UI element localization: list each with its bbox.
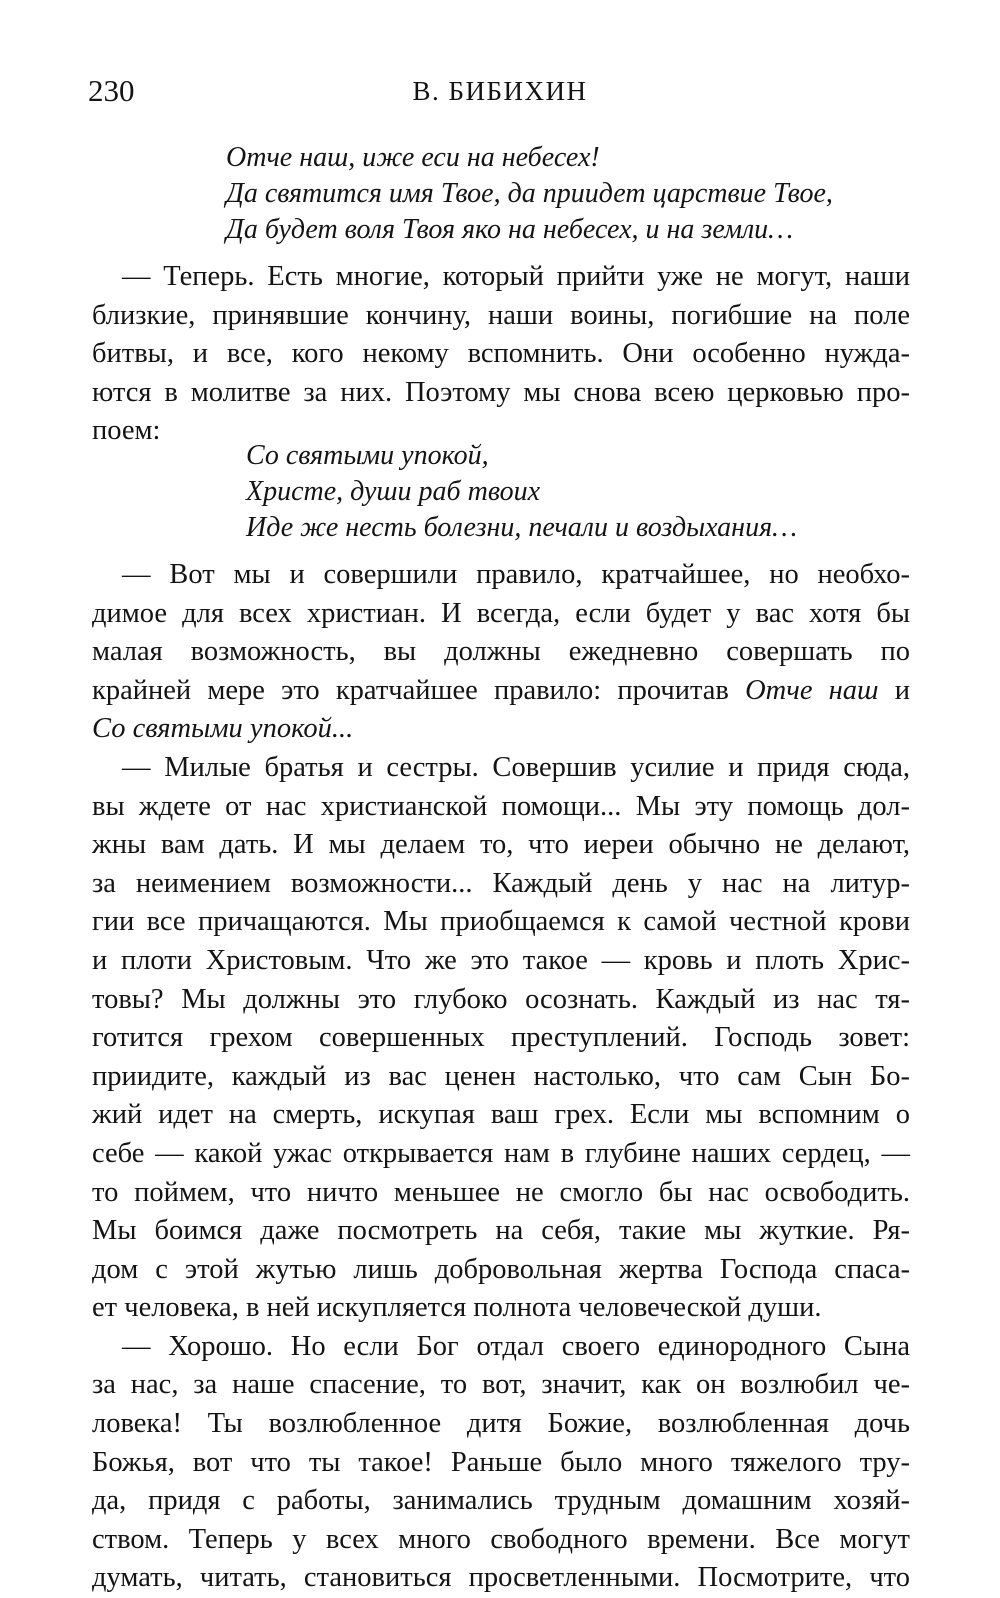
text-line: — Теперь. Есть многие, который прийти уже не могут, наши xyxy=(122,261,910,292)
text-line xyxy=(92,672,910,711)
running-title: В. БИБИХИН xyxy=(412,76,588,106)
text-line: ет человека, в ней искупляется полнота человеческой души. xyxy=(92,1292,822,1324)
text-run: и xyxy=(878,674,910,706)
text-line: жий идет на смерть, искупая ваш грех. Если мы вспомним о xyxy=(92,1099,910,1131)
text-line: вы ждете от нас христианской помощи... Мы эту помощь дол- xyxy=(92,790,910,822)
body-text xyxy=(92,556,910,1598)
text-line: — Милые братья и сестры. Совершив усилие и придя сюда, xyxy=(122,751,910,783)
text-line: битвы, и все, кого некому вспомнить. Они особенно нужда- xyxy=(92,338,910,370)
text-line: готится грехом совершенных преступлений. Господь зовет: xyxy=(92,1022,910,1054)
text-line: — Вот мы и совершили правило, кратчайшее, но необхо- xyxy=(122,559,910,590)
text-line: да, придя с работы, занимались трудным домашним хозяй- xyxy=(92,1485,910,1517)
text-line: приидите, каждый из вас ценен настолько, что сам Сын Бо- xyxy=(92,1060,910,1092)
text-line: то поймем, что ничто меньшее не смогло бы нас освободить. xyxy=(92,1176,910,1208)
text-line: за неимением возможности... Каждый день у нас на литур- xyxy=(92,867,910,899)
prayer-verse-with-the-saints xyxy=(246,438,797,546)
text-line: димое для всех христиан. И всегда, если будет у вас хотя бы xyxy=(92,597,910,629)
text-line: поем: xyxy=(92,415,161,447)
text-line: ловека! Ты возлюбленное дитя Божие, возлюбленная дочь xyxy=(92,1408,910,1440)
text-line: близкие, принявшие кончину, наши воины, погибшие на поле xyxy=(92,299,910,331)
prayer-verse-lords-prayer xyxy=(226,140,833,248)
page-number: 230 xyxy=(88,73,135,108)
verse-line: Христе, души раб твоих xyxy=(246,476,541,507)
text-line: думать, читать, становиться просветленными. Посмотрите, что xyxy=(92,1562,910,1594)
verse-line: Отче наш, иже еси на небесех! xyxy=(226,142,600,173)
text-line: дом с этой жутью лишь добровольная жертва Господа спаса- xyxy=(92,1253,910,1285)
verse-line: Да святится имя Твое, да приидет царствие Твое, xyxy=(226,178,833,209)
text-line: малая возможность, вы должны ежедневно совершать по xyxy=(92,636,910,668)
text-line: — Хорошо. Но если Бог отдал своего единородного Сына xyxy=(122,1330,910,1362)
text-line xyxy=(92,710,910,749)
text-line: ством. Теперь у всех много свободного времени. Все могут xyxy=(92,1523,910,1555)
text-line: жны вам дать. И мы делаем то, что иереи обычно не делают, xyxy=(92,829,910,861)
text-line: и плоти Христовым. Что же это такое — кровь и плоть Хрис- xyxy=(92,944,910,976)
text-line: Мы боимся даже посмотреть на себя, такие мы жуткие. Ря- xyxy=(92,1215,910,1247)
verse-line: Иде же несть болезни, печали и воздыхания… xyxy=(246,512,797,543)
text-line: Божья, вот что ты такое! Раньше было много тяжелого тру- xyxy=(92,1446,910,1478)
text-line: за нас, за наше спасение, то вот, значит, как он возлюбил че- xyxy=(92,1369,910,1401)
text-line: себе — какой ужас открывается нам в глубине наших сердец, — xyxy=(92,1137,910,1169)
italic-title: Отче наш xyxy=(745,674,879,706)
text-line: товы? Мы должны это глубоко осознать. Каждый из нас тя- xyxy=(92,983,910,1015)
text-run: крайней мере это кратчайшее правило: прочитав xyxy=(92,674,746,706)
text-line: гии все причащаются. Мы приобщаемся к самой честной крови xyxy=(92,906,910,938)
paragraph-remembrance xyxy=(92,258,910,451)
italic-title: Со святыми упокой... xyxy=(92,713,354,745)
verse-line: Да будет воля Твоя яко на небесех, и на земли… xyxy=(226,214,794,245)
text-line: ются в молитве за них. Поэтому мы снова всею церковью про- xyxy=(92,376,910,408)
verse-line: Со святыми упокой, xyxy=(246,440,489,471)
